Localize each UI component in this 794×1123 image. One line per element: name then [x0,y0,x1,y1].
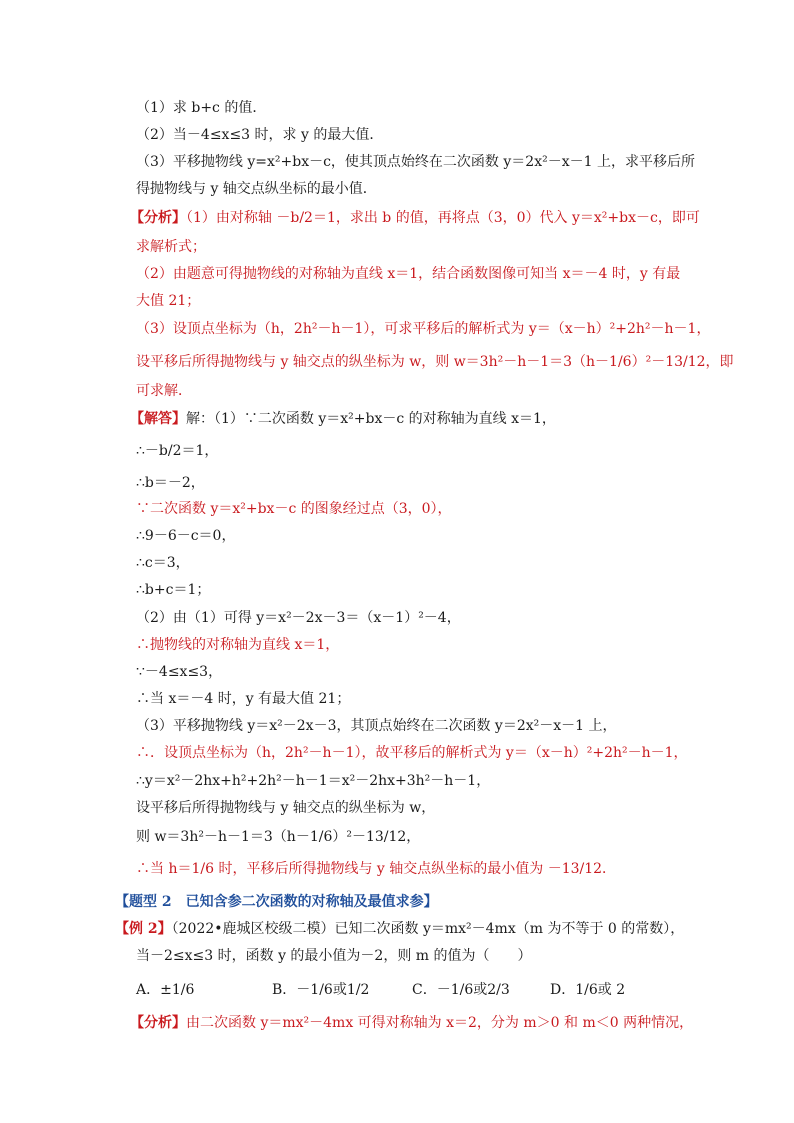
text-segment: 【解答】 [130,411,186,427]
analysis-2 [136,264,680,286]
solution-step [136,499,452,521]
solution-1 [130,409,556,431]
question-part-2 [136,125,383,147]
text-segment: 设平移后所得抛物线与 y 轴交点的纵坐标为 w， [136,800,436,816]
analysis-3 [136,319,710,341]
solution-2 [136,608,461,630]
solution-step [136,441,218,463]
text-segment: （2022•鹿城区校级二模）已知二次函数 y＝mx²－4mx（m 为不等于 0 的常数）， [171,921,685,937]
text-segment: （2）当－4≤x≤3 时，求 y 的最大值． [136,127,384,143]
text-segment: 可求解． [136,383,192,399]
solution-step [136,798,435,820]
text-segment: ∵－4≤x≤3， [136,664,223,680]
solution-step [136,526,235,548]
text-segment: ∴c＝3， [136,555,190,571]
section-heading [115,892,438,914]
text-segment: 则 w＝3h²－h－1＝3（h－1/6）²－13/12， [136,829,421,845]
text-segment: ∴9－6－c＝0， [136,528,236,544]
text-segment: （3）平移抛物线 y=x²+bx－c，使其顶点始终在二次函数 y＝2x²－x－1 上，求平移后所 [136,154,695,170]
text-segment: 【分析】 [130,1015,186,1031]
solution-step [136,689,350,711]
text-segment: ∴y＝x²－2hx+h²+2h²－h－1＝x²－2hx+3h²－h－1， [136,773,491,789]
answer-option[interactable]: B．－1/6或1/2 [272,982,370,998]
analysis-1 [130,208,700,230]
text-segment: 【题型 2 已知含参二次函数的对称轴及最值求参】 [115,894,438,910]
text-segment: （2）由（1）可得 y＝x²－2x－3＝（x－1）²－4， [136,610,461,626]
text-segment: ∵二次函数 y＝x²+bx－c 的图象经过点（3，0）， [136,501,452,517]
solution-step [136,771,490,793]
text-segment: 【分析】 [130,210,186,226]
solution-step [136,635,339,657]
text-segment: 求解析式； [136,239,206,255]
text-segment: ∴抛物线的对称轴为直线 x＝1， [136,637,340,653]
question-part-3-cont [136,179,377,201]
example-2-cont [136,946,532,968]
text-segment: ∴b+c＝1； [136,582,211,598]
solution-step [136,553,190,575]
text-segment: 由二次函数 y＝mx²－4mx 可得对称轴为 x＝2，分为 m＞0 和 m＜0 两种情况， [186,1015,694,1031]
solution-step [136,662,222,684]
text-segment: （2）由题意可得抛物线的对称轴为直线 x＝1，结合函数图像可知当 x＝－4 时，y 有最 [136,266,681,282]
text-segment: （3）设顶点坐标为（h，2h²－h－1），可求平移后的解析式为 y＝（x－h）²+2h²－h－1， [136,321,711,337]
text-segment: ∴－b/2＝1， [136,443,219,459]
text-segment: 当－2≤x≤3 时，函数 y 的最小值为－2，则 m 的值为（ ） [136,948,532,964]
analysis-3-end [136,381,192,403]
text-segment: 解：（1）∵二次函数 y＝x²+bx－c 的对称轴为直线 x＝1， [186,411,556,427]
example-2 [115,919,684,941]
analysis-3-cont [136,352,734,374]
question-part-3 [136,152,695,174]
solution-conclusion [136,859,616,881]
text-segment: ∴当 x＝－4 时，y 有最大值 21； [136,691,351,707]
answer-option[interactable]: C．－1/6或2/3 [412,982,510,998]
analysis-1-cont [136,237,206,259]
analysis-2-cont [136,291,200,313]
answer-option[interactable]: A．±1/6 [136,982,195,998]
text-segment: 大值 21； [136,293,201,309]
text-segment: （3）平移抛物线 y＝x²－2x－3，其顶点始终在二次函数 y＝2x²－x－1 上， [136,718,617,734]
solution-step [136,580,210,602]
text-segment: ∴当 h＝1/6 时，平移后所得抛物线与 y 轴交点纵坐标的最小值为 －13/12． [136,861,617,877]
question-part-1 [136,98,266,120]
text-segment: ∴．设顶点坐标为（h，2h²－h－1），故平移后的解析式为 y＝（x－h）²+2h²－h－1， [136,745,688,761]
solution-3 [136,716,617,738]
text-segment: ∴b＝－2， [136,475,205,491]
text-segment: 【例 2】 [115,921,172,937]
answer-options [136,980,696,1002]
solution-step [136,743,688,765]
solution-step [136,827,420,849]
text-segment: 得抛物线与 y 轴交点纵坐标的最小值． [136,181,377,197]
example-2-analysis [130,1013,693,1035]
text-segment: （1）求 b+c 的值． [136,100,267,116]
text-segment: （1）由对称轴 －b/2＝1，求出 b 的值，再将点（3，0）代入 y＝x²+bx－c，即可 [186,210,700,226]
solution-step [136,473,205,495]
answer-option[interactable]: D．1/6或 2 [550,982,626,998]
text-segment: 设平移后所得抛物线与 y 轴交点的纵坐标为 w，则 w＝3h²－h－1＝3（h－1/6）²－13/12，即 [136,354,734,370]
